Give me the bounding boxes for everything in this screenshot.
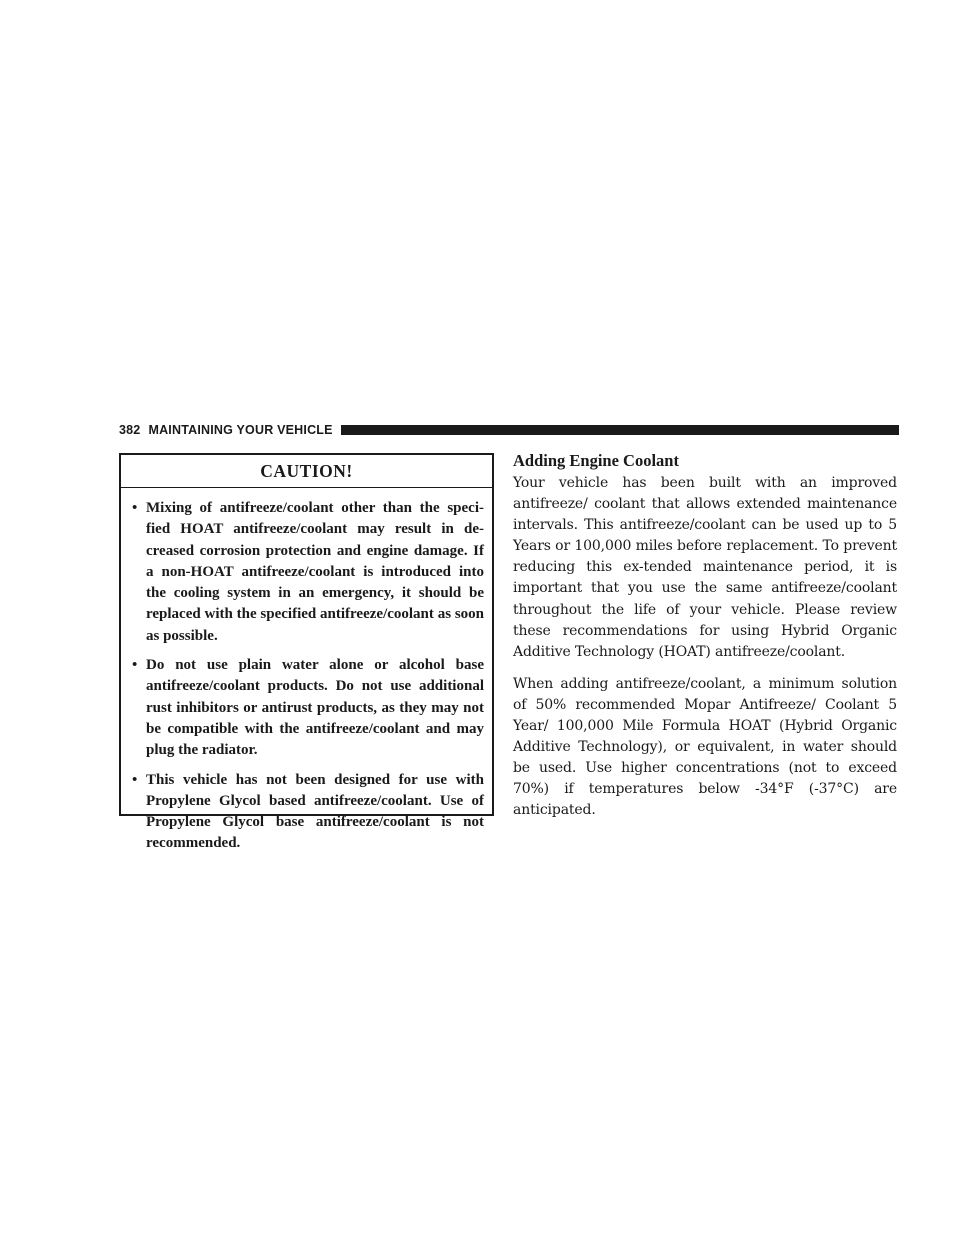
page-header	[119, 421, 899, 439]
body-paragraph: When adding antifreeze/coolant, a minimum solution of 50% recommended Mopar Antifreeze/ Coolant 5 Year/ 100,000 Mile Formula HOAT (Hybrid Organic Additive Technology), or equivalent, in water should be used. Use higher concentrations (not to exceed 70%) if temperatures below -34°F (-37°C) are anticipated.	[513, 675, 897, 819]
bullet-icon: •	[132, 500, 138, 516]
bullet-icon: •	[132, 657, 138, 674]
caution-item	[130, 655, 484, 761]
caution-item-text: This vehicle has not been designed for use with Propylene Glycol based antifreeze/coolant. Use of Propylene Glycol base antifreeze/coolant is not recommended.	[146, 771, 484, 852]
caution-item	[130, 770, 484, 855]
caution-list	[121, 488, 492, 855]
section-title: MAINTAINING YOUR VEHICLE	[148, 423, 333, 437]
caution-item-text: Do not use plain water alone or alcohol base antifreeze/coolant products. Do not use additional rust inhibitors or antirust products, as they may not be compatible with the antifreeze/coolant and may plug the radiator.	[146, 657, 484, 759]
caution-title: CAUTION!	[121, 455, 492, 488]
section-heading: Adding Engine Coolant	[513, 451, 679, 470]
header-rule	[341, 425, 899, 435]
body-paragraph: Your vehicle has been built with an improved antifreeze/ coolant that allows extended maintenance intervals. This antifreeze/coolant can be used up to 5 Years or 100,000 miles before replacement. To prevent reducing this ex-tended maintenance period, it is important that you use the same antifreeze/coolant throughout the life of your vehicle. Please review these recommendations for using Hybrid Organic Additive Technology (HOAT) antifreeze/coolant.	[513, 475, 897, 660]
bullet-icon: •	[132, 771, 138, 788]
caution-box	[119, 453, 494, 852]
caution-item-text: Mixing of antifreeze/coolant other than the speci-fied HOAT antifreeze/coolant may result in de-creased corrosion protection and engine damage. If a non-HOAT antifreeze/coolant is introduced into the cooling system in an emergency, it should be replaced with the specified antifreeze/coolant as soon as possible.	[146, 500, 484, 644]
caution-item	[130, 498, 484, 647]
main-column	[513, 451, 897, 833]
page-number: 382	[119, 423, 141, 437]
